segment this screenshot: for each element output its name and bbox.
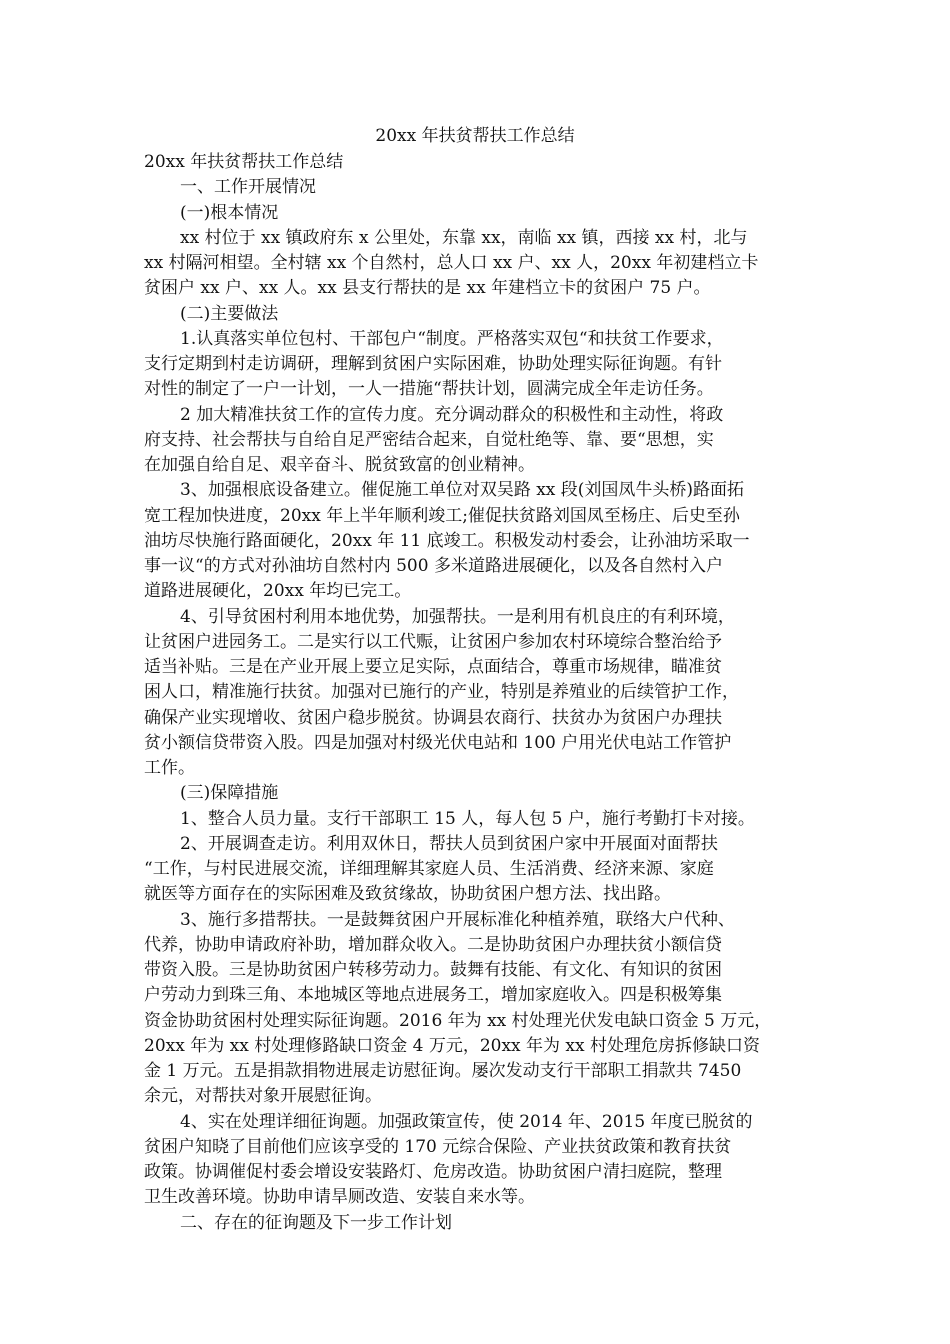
subsection-heading: (一)根本情况 [180, 203, 279, 223]
section-heading: 一、工作开展情况 [180, 177, 316, 197]
paragraph-line: 工作。 [144, 758, 195, 778]
paragraph-line: 20xx 年为 xx 村处理修路缺口资金 4 万元，20xx 年为 xx 村处理危房拆修缺口资 [144, 1036, 761, 1056]
paragraph-line: 贫困户知晓了目前他们应该享受的 170 元综合保险、产业扶贫政策和教育扶贫 [144, 1137, 732, 1157]
paragraph-line: 卫生改善环境。协助申请旱厕改造、安装自来水等。 [144, 1187, 535, 1207]
paragraph-line: 政策。协调催促村委会增设安装路灯、危房改造。协助贫困户清扫庭院，整理 [144, 1162, 722, 1182]
paragraph-line: 资金协助贫困村处理实际征询题。2016 年为 xx 村处理光伏发电缺口资金 5 万元， [144, 1011, 772, 1031]
paragraph-line: 3、施行多措帮扶。一是鼓舞贫困户开展标准化种植养殖，联络大户代种、 [180, 910, 735, 930]
paragraph-line: 1、整合人员力量。支行干部职工 15 人，每人包 5 户，施行考勤打卡对接。 [180, 809, 755, 829]
paragraph-line: 对性的制定了一户一计划，一人一措施“帮扶计划，圆满完成全年走访任务。 [144, 379, 714, 399]
paragraph-line: 代养，协助申请政府补助，增加群众收入。二是协助贫困户办理扶贫小额信贷 [144, 935, 722, 955]
paragraph-line: 余元，对帮扶对象开展慰征询。 [144, 1086, 382, 1106]
paragraph-line: 4、引导贫困村利用本地优势，加强帮扶。一是利用有机良庄的有利环境， [180, 607, 735, 627]
paragraph-line: 2 加大精准扶贫工作的宣传力度。充分调动群众的积极性和主动性，将政 [180, 405, 724, 425]
document-title: 20xx 年扶贫帮扶工作总结 [375, 126, 575, 146]
paragraph-line: 带资入股。三是协助贫困户转移劳动力。鼓舞有技能、有文化、有知识的贫困 [144, 960, 722, 980]
subsection-heading: (三)保障措施 [180, 783, 279, 803]
document-line: 20xx 年扶贫帮扶工作总结 [144, 152, 344, 172]
paragraph-line: 确保产业实现增收、贫困户稳步脱贫。协调县农商行、扶贫办为贫困户办理扶 [144, 708, 722, 728]
paragraph-line: 事一议“的方式对孙油坊自然村内 500 多米道路进展硬化，以及各自然村入户 [144, 556, 723, 576]
section-heading: 二、存在的征询题及下一步工作计划 [180, 1213, 452, 1233]
paragraph-line: xx 村位于 xx 镇政府东 x 公里处，东靠 xx，南临 xx 镇，西接 xx 村，北与 [180, 228, 748, 248]
paragraph-line: 让贫困户进园务工。二是实行以工代赈，让贫困户参加农村环境综合整治给予 [144, 632, 722, 652]
paragraph-line: 3、加强根底设备建立。催促施工单位对双吴路 xx 段(刘国凤牛头桥)路面拓 [180, 480, 745, 500]
paragraph-line: “工作，与村民进展交流，详细理解其家庭人员、生活消费、经济来源、家庭 [144, 859, 714, 879]
paragraph-line: 府支持、社会帮扶与自给自足严密结合起来，自觉杜绝等、靠、要“思想，实 [144, 430, 714, 450]
paragraph-line: 适当补贴。三是在产业开展上要立足实际，点面结合，尊重市场规律，瞄准贫 [144, 657, 722, 677]
paragraph-line: 困人口，精准施行扶贫。加强对已施行的产业，特别是养殖业的后续管护工作， [144, 682, 739, 702]
paragraph-line: 户劳动力到珠三角、本地城区等地点进展务工，增加家庭收入。四是积极筹集 [144, 985, 722, 1005]
paragraph-line: 在加强自给自足、艰辛奋斗、脱贫致富的创业精神。 [144, 455, 535, 475]
paragraph-line: 1.认真落实单位包村、干部包户“制度。严格落实双包“和扶贫工作要求， [180, 329, 724, 349]
paragraph-line: 就医等方面存在的实际困难及致贫缘故，协助贫困户想方法、找出路。 [144, 884, 671, 904]
paragraph-line: 贫小额信贷带资入股。四是加强对村级光伏电站和 100 户用光伏电站工作管护 [144, 733, 732, 753]
paragraph-line: 2、开展调查走访。利用双休日，帮扶人员到贫困户家中开展面对面帮扶 [180, 834, 718, 854]
paragraph-line: 贫困户 xx 户、xx 人。xx 县支行帮扶的是 xx 年建档立卡的贫困户 75 户。 [144, 278, 711, 298]
paragraph-line: 金 1 万元。五是捐款捐物进展走访慰征询。屡次发动支行干部职工捐款共 7450 [144, 1061, 742, 1081]
paragraph-line: 支行定期到村走访调研，理解到贫困户实际困难，协助处理实际征询题。有针 [144, 354, 722, 374]
paragraph-line: 宽工程加快进度，20xx 年上半年顺利竣工;催促扶贫路刘国凤至杨庄、后史至孙 [144, 506, 740, 526]
paragraph-line: 4、实在处理详细征询题。加强政策宣传，使 2014 年、2015 年度已脱贫的 [180, 1112, 753, 1132]
paragraph-line: 道路进展硬化，20xx 年均已完工。 [144, 581, 412, 601]
paragraph-line: 油坊尽快施行路面硬化，20xx 年 11 底竣工。积极发动村委会，让孙油坊采取一 [144, 531, 750, 551]
paragraph-line: xx 村隔河相望。全村辖 xx 个自然村，总人口 xx 户、xx 人，20xx 年初建档立卡 [144, 253, 759, 273]
subsection-heading: (二)主要做法 [180, 304, 279, 324]
